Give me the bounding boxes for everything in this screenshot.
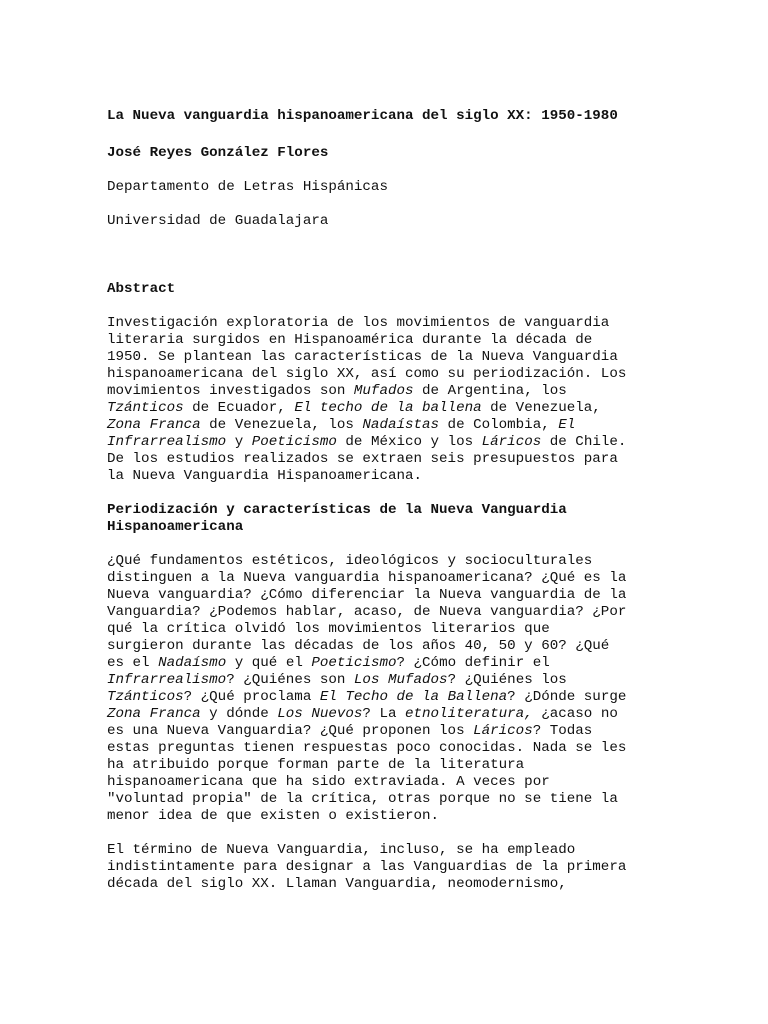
text-line <box>107 706 667 723</box>
italic-text: Los Nuevos <box>277 706 363 722</box>
italic-text: Poeticismo <box>251 434 337 450</box>
text-run: y qué el <box>226 655 312 671</box>
text-run: literaria surgidos en Hispanoamérica durante la década de <box>107 332 593 348</box>
text-run: ha atribuido porque forman parte de la literatura <box>107 757 525 773</box>
author-name: José Reyes González Flores <box>107 145 329 161</box>
italic-text: Los Mufados <box>353 672 448 688</box>
text-run: ? ¿Dónde surge <box>507 689 627 705</box>
text-line <box>107 587 667 604</box>
text-run: 1950. Se plantean las características de la Nueva Vanguardia <box>107 349 618 365</box>
italic-text: etnoliteratura, <box>405 706 533 722</box>
text-line <box>107 740 667 757</box>
text-run: hispanoamericana que ha sido extraviada. A veces por <box>107 774 550 790</box>
text-line <box>107 621 667 638</box>
italic-text: Infrarrealismo <box>107 672 227 688</box>
italic-text: Tzánticos <box>107 400 184 416</box>
text-run: surgieron durante las décadas de los años 40, 50 y 60? ¿Qué <box>107 638 610 654</box>
text-run: y <box>226 434 252 450</box>
italic-text: El techo de la ballena <box>294 400 482 416</box>
text-line <box>107 689 667 706</box>
text-line <box>107 876 667 893</box>
heading-line: Hispanoamericana <box>107 519 244 535</box>
paragraph <box>107 553 667 825</box>
text-line <box>107 315 667 332</box>
text-line <box>107 757 667 774</box>
text-run: de Colombia, <box>439 417 559 433</box>
text-run: es una Nueva Vanguardia? ¿Qué proponen los <box>107 723 474 739</box>
italic-text: Infrarrealismo <box>107 434 227 450</box>
text-run: movimientos investigados son <box>107 383 354 399</box>
text-line <box>107 349 667 366</box>
italic-text: Zona Franca <box>107 706 201 722</box>
text-line <box>107 672 667 689</box>
text-run: hispanoamericana del siglo XX, así como su periodización. Los <box>107 366 627 382</box>
abstract-heading: Abstract <box>107 281 176 297</box>
text-run: ¿Qué fundamentos estéticos, ideológicos y socioculturales <box>107 553 593 569</box>
paragraph <box>107 842 667 893</box>
text-run: Vanguardia? ¿Podemos hablar, acaso, de Nueva vanguardia? ¿Por <box>107 604 627 620</box>
text-line <box>107 723 667 740</box>
text-run: qué la crítica olvidó los movimientos literarios que <box>107 621 550 637</box>
text-run: El término de Nueva Vanguardia, incluso, se ha empleado <box>107 842 576 858</box>
italic-text: Láricos <box>481 434 542 450</box>
text-line <box>107 638 667 655</box>
text-line <box>107 383 667 400</box>
text-line <box>107 774 667 791</box>
section-heading <box>107 502 667 536</box>
text-run: ? Todas <box>532 723 593 739</box>
text-run: Investigación exploratoria de los movimientos de vanguardia <box>107 315 610 331</box>
text-run: "voluntad propia" de la crítica, otras porque no se tiene la <box>107 791 618 807</box>
italic-text: Láricos <box>473 723 533 739</box>
text-run: distinguen a la Nueva vanguardia hispanoamericana? ¿Qué es la <box>107 570 627 586</box>
text-run: es el <box>107 655 159 671</box>
text-run: ? ¿Quiénes son <box>226 672 354 688</box>
text-line <box>107 400 667 417</box>
italic-text: Zona Franca <box>107 417 201 433</box>
text-run: menor idea de que existen o existieron. <box>107 808 440 824</box>
text-line <box>107 570 667 587</box>
text-line <box>107 791 667 808</box>
heading-line: Periodización y características de la Nueva Vanguardia <box>107 502 567 518</box>
text-run: década del siglo XX. Llaman Vanguardia, neomodernismo, <box>107 876 567 892</box>
italic-text: El <box>558 417 576 433</box>
text-run: ? ¿Qué proclama <box>183 689 320 705</box>
italic-text: Nadaístas <box>362 417 440 433</box>
text-run: ? ¿Cómo definir el <box>396 655 550 671</box>
text-run: Nueva vanguardia? ¿Cómo diferenciar la Nueva vanguardia de la <box>107 587 627 603</box>
text-line <box>107 417 667 434</box>
document-title: La Nueva vanguardia hispanoamericana del siglo XX: 1950-1980 <box>107 108 618 124</box>
text-line <box>107 468 667 485</box>
text-run: y dónde <box>200 706 278 722</box>
text-line <box>107 604 667 621</box>
text-run: indistintamente para designar a las Vanguardias de la primera <box>107 859 627 875</box>
text-run: estas preguntas tienen respuestas poco conocidas. Nada se les <box>107 740 627 756</box>
university: Universidad de Guadalajara <box>107 213 329 229</box>
text-line <box>107 859 667 876</box>
text-line <box>107 842 667 859</box>
text-run: de Argentina, los <box>413 383 567 399</box>
text-run: ? ¿Quiénes los <box>447 672 567 688</box>
text-line <box>107 553 667 570</box>
text-line <box>107 655 667 672</box>
text-run: de México y los <box>336 434 482 450</box>
text-run: de Venezuela, <box>481 400 601 416</box>
document-page <box>107 108 667 910</box>
abstract-body <box>107 315 667 485</box>
italic-text: Tzánticos <box>107 689 184 705</box>
text-line <box>107 808 667 825</box>
text-line <box>107 434 667 451</box>
text-run: ¿acaso no <box>532 706 618 722</box>
text-line <box>107 366 667 383</box>
italic-text: Mufados <box>353 383 414 399</box>
italic-text: Nadaísmo <box>158 655 227 671</box>
italic-text: El Techo de la Ballena <box>319 689 508 705</box>
text-run: la Nueva Vanguardia Hispanoamericana. <box>107 468 423 484</box>
text-run: de Chile. <box>541 434 627 450</box>
department: Departamento de Letras Hispánicas <box>107 179 388 195</box>
text-run: De los estudios realizados se extraen seis presupuestos para <box>107 451 618 467</box>
italic-text: Poeticismo <box>311 655 397 671</box>
text-run: de Venezuela, los <box>200 417 363 433</box>
text-line <box>107 332 667 349</box>
section-body <box>107 553 667 893</box>
text-line <box>107 451 667 468</box>
text-run: ? La <box>362 706 405 722</box>
text-run: de Ecuador, <box>183 400 295 416</box>
